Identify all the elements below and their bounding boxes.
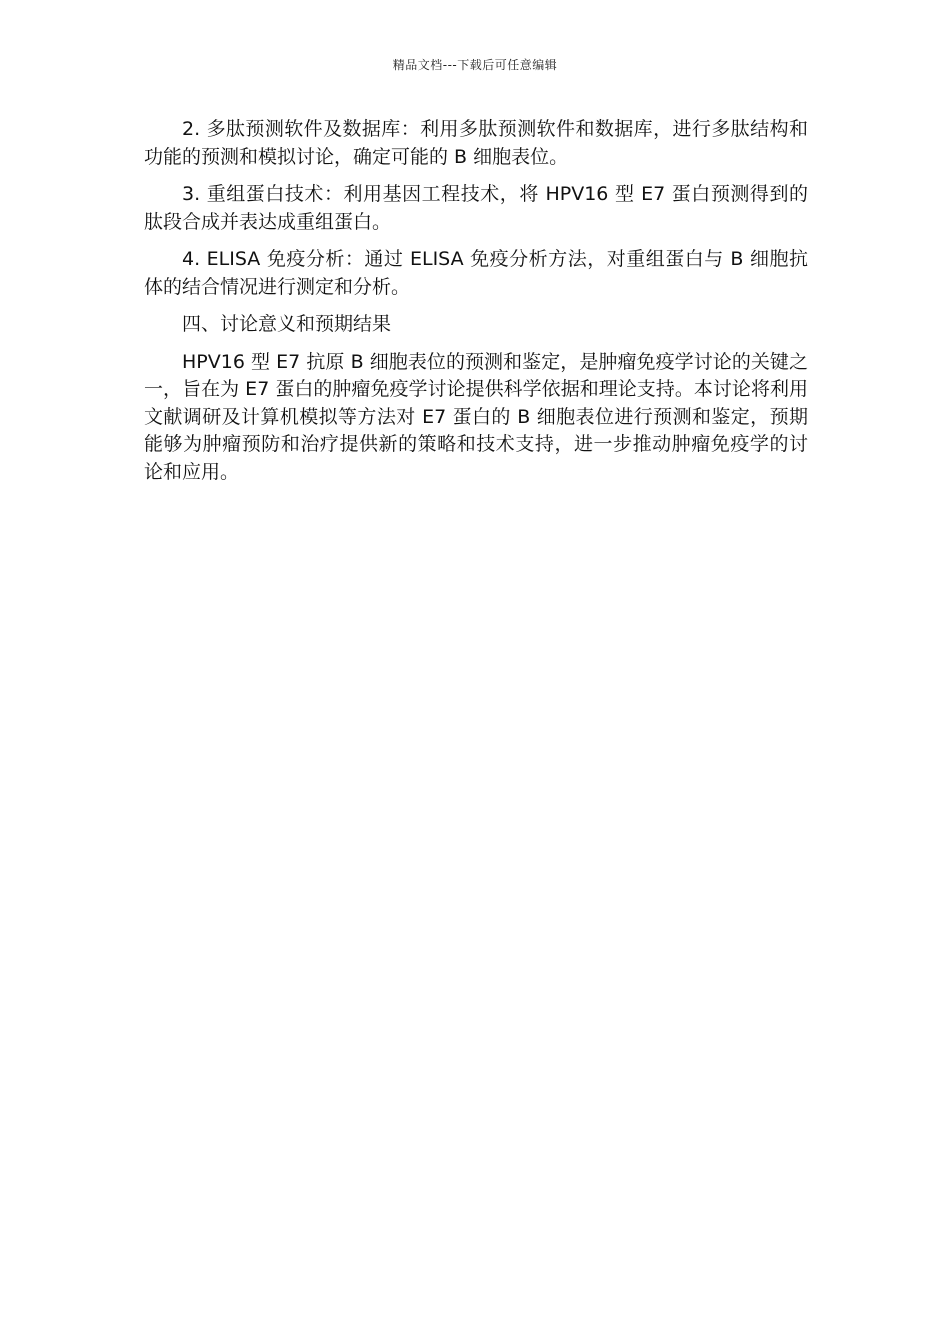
- paragraph-method-peptide-prediction: 2. 多肽预测软件及数据库：利用多肽预测软件和数据库，进行多肽结构和功能的预测和模拟讨论，确定可能的 B 细胞表位。: [144, 118, 808, 168]
- paragraph-method-elisa: 4. ELISA 免疫分析：通过 ELISA 免疫分析方法，对重组蛋白与 B 细胞抗体的结合情况进行测定和分析。: [144, 248, 808, 298]
- page-header: 精品文档---下载后可任意编辑: [392, 58, 558, 72]
- paragraph-method-recombinant-protein: 3. 重组蛋白技术：利用基因工程技术，将 HPV16 型 E7 蛋白预测得到的肽段合成并表达成重组蛋白。: [144, 183, 808, 233]
- paragraph-significance: HPV16 型 E7 抗原 B 细胞表位的预测和鉴定，是肿瘤免疫学讨论的关键之一，旨在为 E7 蛋白的肿瘤免疫学讨论提供科学依据和理论支持。本讨论将利用文献调研及计算机模拟等方法对 E7 蛋白的 B 细胞表位进行预测和鉴定，预期能够为肿瘤预防和治疗提供新的策略和技术支持，进一步推动肿瘤免疫学的讨论和应用。: [144, 350, 808, 483]
- section-heading-significance: 四、讨论意义和预期结果: [182, 313, 392, 335]
- document-body: [144, 116, 808, 496]
